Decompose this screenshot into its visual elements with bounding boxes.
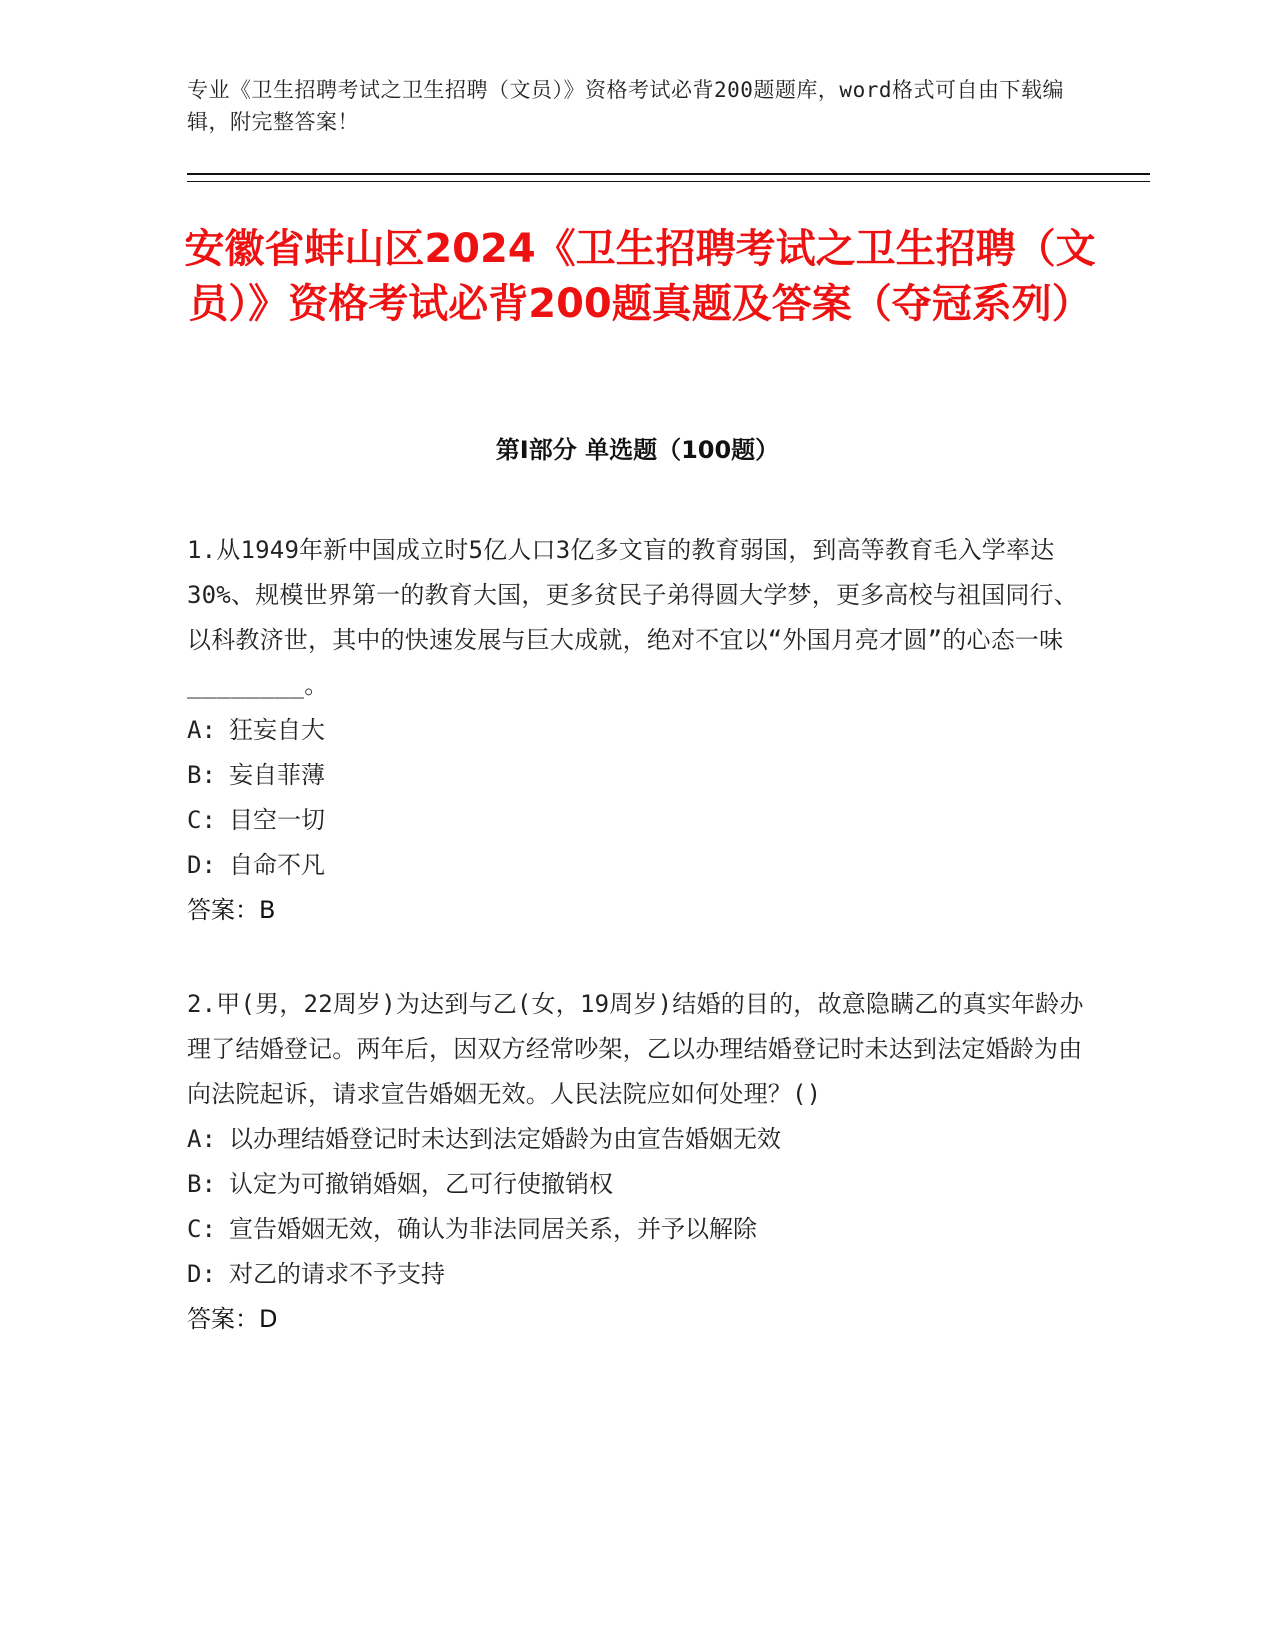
option-text: 宣告婚姻无效，确认为非法同居关系，并予以解除 [229,1215,757,1243]
option-a [187,1117,1087,1162]
question-stem: 2.甲(男，22周岁)为达到与乙(女，19周岁)结婚的目的，故意隐瞒乙的真实年龄办理了结婚登记。两年后，因双方经常吵架，乙以办理结婚登记时未达到法定婚龄为由向法院起诉，请求宣告婚姻无效。人民法院应如何处理？() [187,990,1084,1108]
option-letter: A: [187,1125,216,1153]
question-stem: 1.从1949年新中国成立时5亿人口3亿多文盲的教育弱国，到高等教育毛入学率达30%、规模世界第一的教育大国，更多贫民子弟得圆大学梦，更多高校与祖国同行、以科教济世，其中的快速发展与巨大成就，绝对不宜以“外国月亮才圆”的心态一味________。 [187,536,1078,699]
option-letter: C: [187,1215,216,1243]
option-letter: C: [187,806,216,834]
option-letter: D: [187,851,216,879]
option-text: 对乙的请求不予支持 [229,1260,445,1288]
question-1 [187,528,1087,933]
section-heading: 第Ⅰ部分 单选题（100题） [495,436,780,464]
option-text: 狂妄自大 [229,716,325,744]
option-c [187,798,1087,843]
option-d [187,843,1087,888]
option-c [187,1207,1087,1252]
header-rule-thick [187,173,1150,175]
option-letter: B: [187,1170,216,1198]
question-2 [187,982,1087,1342]
answer: 答案：D [187,1305,278,1333]
answer: 答案：B [187,896,276,924]
option-text: 认定为可撤销婚姻，乙可行使撤销权 [229,1170,613,1198]
option-letter: A: [187,716,216,744]
option-text: 自命不凡 [229,851,325,879]
option-a [187,708,1087,753]
document-title: 安徽省蚌山区2024《卫生招聘考试之卫生招聘（文员）》资格考试必背200题真题及答案（夺冠系列） [184,226,1096,327]
option-b [187,1162,1087,1207]
option-b [187,753,1087,798]
option-text: 妄自菲薄 [229,761,325,789]
option-text: 以办理结婚登记时未达到法定婚龄为由宣告婚姻无效 [229,1125,781,1153]
option-letter: B: [187,761,216,789]
header-rule-thin [187,181,1150,182]
option-text: 目空一切 [229,806,325,834]
option-letter: D: [187,1260,216,1288]
option-d [187,1252,1087,1297]
header-note: 专业《卫生招聘考试之卫生招聘（文员）》资格考试必背200题题库，word格式可自由下载编辑，附完整答案！ [187,78,1064,134]
